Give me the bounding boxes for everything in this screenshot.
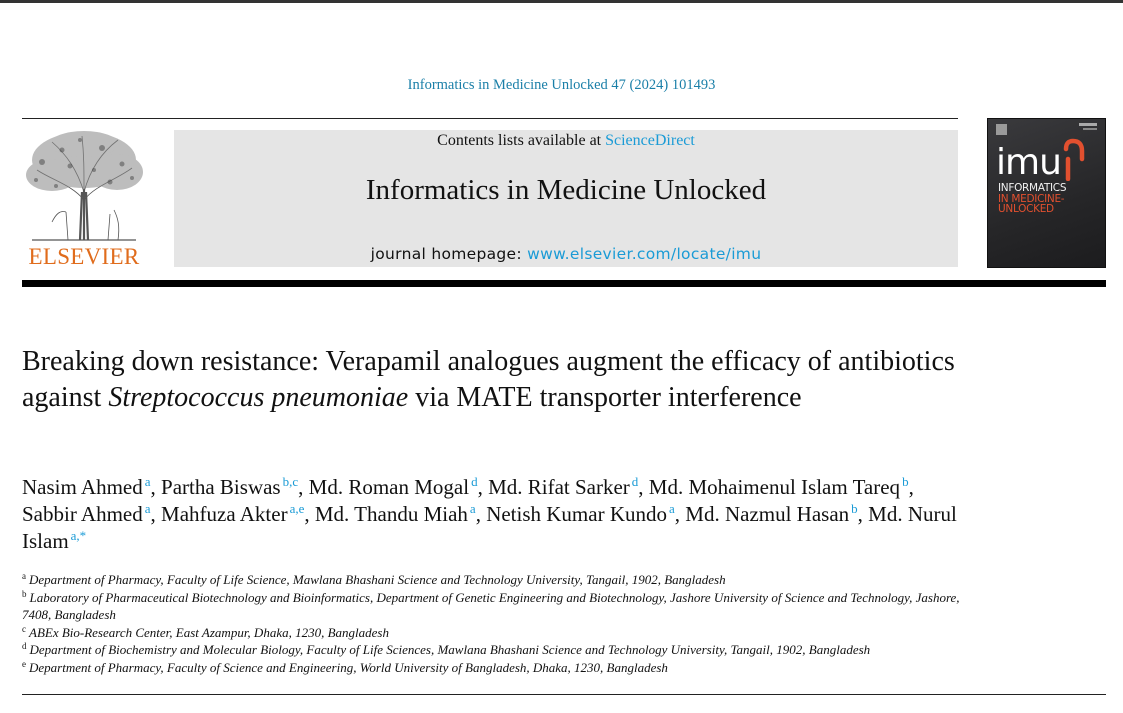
author-separator: , <box>857 502 869 526</box>
author-name[interactable]: Md. Roman Mogal <box>308 475 470 499</box>
cover-line-2: IN MEDICINE- <box>998 192 1065 205</box>
cover-line-3: UNLOCKED <box>998 203 1054 215</box>
affiliation-mark: a <box>22 571 26 581</box>
contents-line <box>174 132 958 150</box>
author-separator: , <box>150 502 162 526</box>
author-name[interactable]: Netish Kumar Kundo <box>486 502 667 526</box>
author-separator: , <box>298 475 309 499</box>
author-name[interactable]: Md. Nurul Islam <box>22 502 957 553</box>
cover-mark-line <box>1079 123 1097 126</box>
imu-logo <box>996 137 1096 181</box>
author-name[interactable]: Md. Thandu Miah <box>314 502 468 526</box>
author-separator: , <box>908 475 914 499</box>
homepage-prefix: journal homepage: <box>370 245 528 263</box>
homepage-link[interactable]: www.elsevier.com/locate/imu <box>527 245 762 263</box>
author-affiliation-mark[interactable]: d <box>471 474 478 489</box>
author-name[interactable]: Nasim Ahmed <box>22 475 143 499</box>
author-separator: , <box>674 502 686 526</box>
journal-title[interactable]: Informatics in Medicine Unlocked <box>365 174 767 206</box>
author-affiliation-mark[interactable]: a <box>144 474 151 489</box>
title-part-1: Breaking down resistance: Verapamil analogues augment the efficacy of antibiotics against <box>22 346 955 413</box>
affiliation-text: Laboratory of Pharmaceutical Biotechnology and Bioinformatics, Department of Genetic Engineering and Biotechnology, Jashore University of Science and Technology, Jashore, 7408, Bangladesh <box>22 589 960 623</box>
author-affiliation-mark[interactable]: a <box>669 501 675 516</box>
author-separator: , <box>475 502 487 526</box>
article-title <box>22 344 962 416</box>
journal-cover[interactable] <box>987 118 1106 268</box>
author-affiliation-mark[interactable]: b <box>851 501 858 516</box>
title-species: Streptococcus pneumoniae <box>108 382 409 413</box>
journal-citation[interactable]: Informatics in Medicine Unlocked 47 (2024) 101493 <box>407 77 716 93</box>
author-name[interactable]: Partha Biswas <box>161 475 281 499</box>
author-name[interactable]: Md. Rifat Sarker <box>488 475 630 499</box>
cover-title <box>998 183 1066 215</box>
author-separator: , <box>150 475 162 499</box>
bottom-divider <box>22 694 1106 695</box>
title-part-2: via MATE transporter interference <box>408 382 802 413</box>
author-affiliation-mark[interactable]: a <box>144 501 151 516</box>
affiliation-item <box>22 589 962 624</box>
affiliation-item <box>22 571 962 589</box>
cover-line-1: INFORMATICS <box>998 182 1067 194</box>
contents-prefix: Contents lists available at <box>437 132 606 149</box>
affiliation-mark: d <box>22 641 27 652</box>
author-separator: , <box>304 502 315 526</box>
author-affiliation-mark[interactable]: a,e <box>289 501 305 516</box>
author-list <box>22 474 962 555</box>
header-thick-rule <box>22 280 1106 287</box>
publisher-name: ELSEVIER <box>28 244 140 269</box>
author-affiliation-mark[interactable]: a,* <box>70 528 87 543</box>
affiliation-text: ABEx Bio-Research Center, East Azampur, Dhaka, 1230, Bangladesh <box>29 624 389 640</box>
header-divider <box>22 118 958 119</box>
homepage-line <box>174 245 958 263</box>
author-name[interactable]: Md. Mohaimenul Islam Tareq <box>648 475 901 499</box>
sciencedirect-link[interactable]: ScienceDirect <box>605 132 695 149</box>
author-affiliation-mark[interactable]: d <box>631 474 639 489</box>
author-separator: , <box>477 475 489 499</box>
affiliation-mark: c <box>22 623 26 634</box>
top-border <box>0 0 1123 3</box>
author-affiliation-mark[interactable]: b <box>902 474 909 489</box>
affiliation-mark: e <box>22 658 26 669</box>
author-separator: , <box>638 475 649 499</box>
cover-mark-line <box>1083 128 1097 130</box>
author-affiliation-mark[interactable]: a <box>469 501 476 516</box>
affiliation-text: Department of Biochemistry and Molecular Biology, Faculty of Life Sciences, Mawlana Bhashani Science and Technology University, Tangail, 1902, Bangladesh <box>29 642 871 658</box>
journal-banner <box>174 130 958 267</box>
affiliation-text: Department of Pharmacy, Faculty of Life Science, Mawlana Bhashani Science and Technology University, Tangail, 1902, Bangladesh <box>29 572 726 587</box>
affiliation-item <box>22 641 962 659</box>
cover-brand: imu <box>996 142 1061 181</box>
author-name[interactable]: Sabbir Ahmed <box>22 502 143 526</box>
affiliation-item <box>22 624 962 642</box>
author-affiliation-mark[interactable]: b,c <box>282 474 299 489</box>
affiliation-mark: b <box>22 588 27 599</box>
affiliation-item <box>22 659 962 677</box>
affiliation-list <box>22 571 962 677</box>
tree-icon <box>22 130 146 242</box>
author-name[interactable]: Md. Nazmul Hasan <box>685 502 850 526</box>
cover-publisher-mark <box>996 124 1007 135</box>
affiliation-text: Department of Pharmacy, Faculty of Science and Engineering, World University of Bangladesh, Dhaka, 1230, Bangladesh <box>29 659 668 675</box>
author-name[interactable]: Mahfuza Akter <box>161 502 288 526</box>
